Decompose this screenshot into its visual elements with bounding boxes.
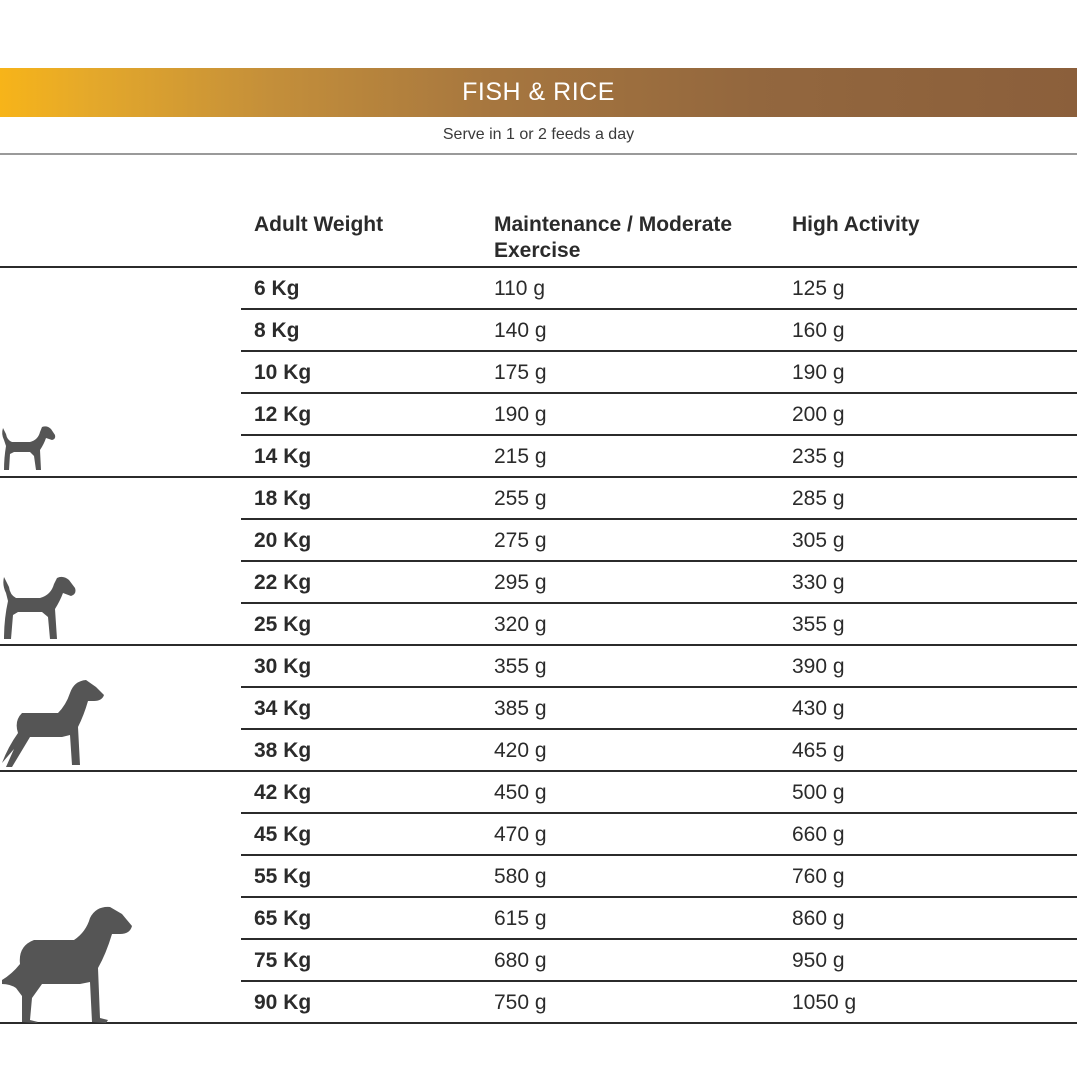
weight-cell: 65 Kg [254,907,312,930]
maintenance-cell: 175 g [494,361,547,384]
maintenance-cell: 110 g [494,277,545,300]
table-row [241,688,1077,730]
weight-cell: 10 Kg [254,361,312,384]
maintenance-cell: 580 g [494,865,547,888]
giant-dog-icon [0,904,134,1024]
high-activity-cell: 285 g [792,487,845,510]
table-row [241,520,1077,562]
high-activity-cell: 330 g [792,571,845,594]
table-row [241,394,1077,436]
banner-title: FISH & RICE [462,78,615,106]
high-activity-cell: 305 g [792,529,845,552]
table-row [241,772,1077,814]
high-activity-cell: 1050 g [792,991,857,1014]
maintenance-cell: 215 g [494,445,547,468]
feeding-table-body [0,268,1077,1024]
maintenance-cell: 355 g [494,655,547,678]
table-header [0,212,1077,268]
small-dog-icon [0,422,60,474]
weight-cell: 18 Kg [254,487,312,510]
table-row [241,310,1077,352]
weight-cell: 20 Kg [254,529,312,552]
table-row [0,982,1077,1024]
table-row [241,268,1077,310]
weight-cell: 30 Kg [254,655,312,678]
maintenance-cell: 255 g [494,487,547,510]
table-row [241,352,1077,394]
header-high-activity: High Activity [792,213,920,236]
weight-cell: 42 Kg [254,781,312,804]
weight-cell: 8 Kg [254,319,300,342]
weight-cell: 6 Kg [254,277,300,300]
table-row [241,478,1077,520]
weight-cell: 14 Kg [254,445,312,468]
table-row [0,730,1077,772]
weight-cell: 12 Kg [254,403,312,426]
maintenance-cell: 750 g [494,991,547,1014]
maintenance-cell: 275 g [494,529,547,552]
title-banner [0,68,1077,117]
weight-cell: 25 Kg [254,613,312,636]
high-activity-cell: 760 g [792,865,845,888]
table-row [0,604,1077,646]
weight-cell: 38 Kg [254,739,312,762]
weight-cell: 34 Kg [254,697,312,720]
maintenance-cell: 470 g [494,823,547,846]
weight-cell: 22 Kg [254,571,312,594]
high-activity-cell: 125 g [792,277,845,300]
table-row [241,898,1077,940]
high-activity-cell: 390 g [792,655,845,678]
table-row [241,940,1077,982]
table-row [0,436,1077,478]
high-activity-cell: 500 g [792,781,845,804]
table-row [241,562,1077,604]
table-row [241,856,1077,898]
large-dog-icon [0,675,106,769]
maintenance-cell: 450 g [494,781,547,804]
high-activity-cell: 200 g [792,403,845,426]
divider [0,153,1077,155]
table-row [241,814,1077,856]
maintenance-cell: 295 g [494,571,547,594]
high-activity-cell: 660 g [792,823,845,846]
medium-dog-icon [0,571,80,643]
table-row [241,646,1077,688]
maintenance-cell: 385 g [494,697,547,720]
maintenance-cell: 320 g [494,613,547,636]
weight-cell: 75 Kg [254,949,312,972]
weight-cell: 90 Kg [254,991,312,1014]
high-activity-cell: 860 g [792,907,845,930]
maintenance-cell: 420 g [494,739,547,762]
maintenance-cell: 190 g [494,403,547,426]
high-activity-cell: 160 g [792,319,845,342]
high-activity-cell: 465 g [792,739,845,762]
high-activity-cell: 430 g [792,697,845,720]
high-activity-cell: 235 g [792,445,845,468]
high-activity-cell: 355 g [792,613,845,636]
high-activity-cell: 950 g [792,949,845,972]
weight-cell: 55 Kg [254,865,312,888]
header-maintenance: Maintenance / Moderate Exercise [494,213,733,262]
high-activity-cell: 190 g [792,361,845,384]
maintenance-cell: 140 g [494,319,547,342]
serving-note: Serve in 1 or 2 feeds a day [442,126,635,143]
weight-cell: 45 Kg [254,823,312,846]
maintenance-cell: 680 g [494,949,547,972]
maintenance-cell: 615 g [494,907,547,930]
header-adult-weight: Adult Weight [254,213,384,236]
